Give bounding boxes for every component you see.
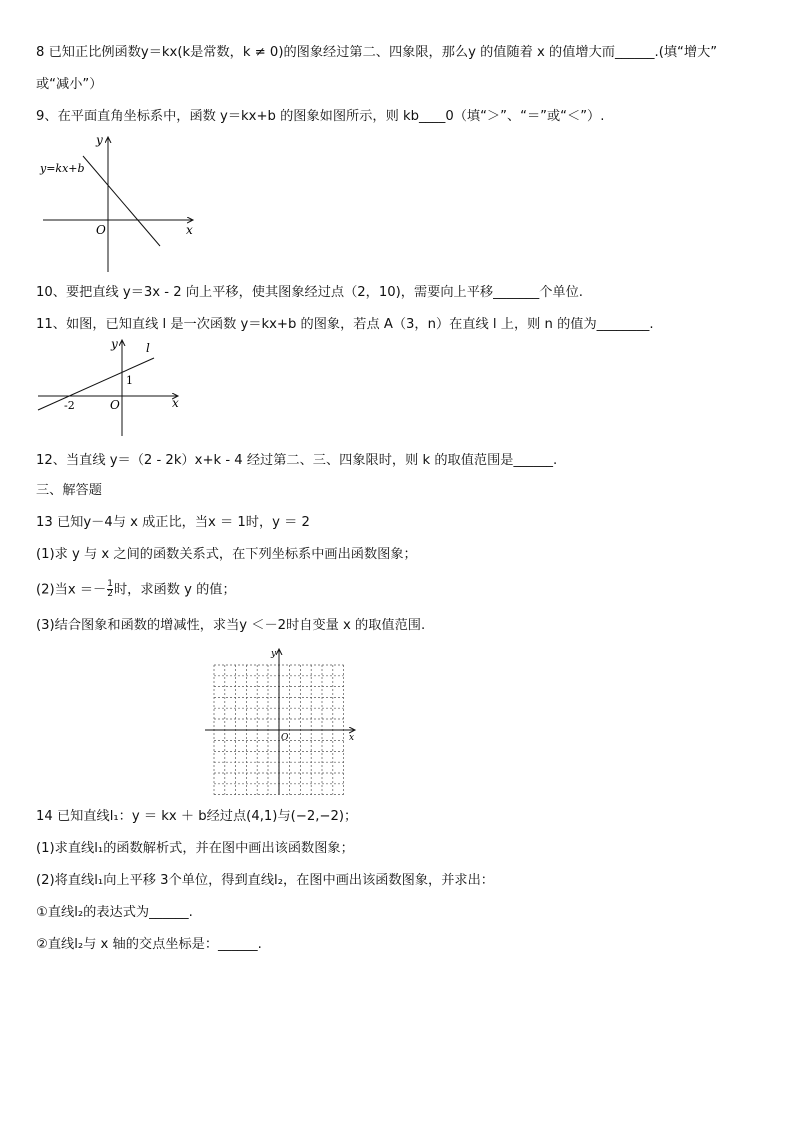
q9-line-label: y=kx+b — [40, 162, 85, 175]
q13-part2 — [36, 580, 236, 600]
q8-line2: 或“减小”） — [36, 77, 103, 92]
q11-origin-label: O — [110, 398, 120, 412]
q11-line-l — [38, 358, 154, 410]
q13-part2-frac-den: 2 — [107, 589, 113, 599]
q14-sub2: ②直线l₂与 x 轴的交点坐标是：______. — [36, 937, 262, 952]
q10-text: 10、要把直线 y＝3x - 2 向上平移，使其图象经过点（2，10)，需要向上平移_______个单位. — [36, 285, 583, 300]
q9-line — [83, 156, 160, 246]
q9-y-label: y — [96, 133, 103, 147]
q13-part1: (1)求 y 与 x 之间的函数关系式，在下列坐标系中画出函数图象； — [36, 547, 417, 562]
q14-part2: (2)将直线l₁向上平移 3个单位，得到直线l₂，在图中画出该函数图象，并求出： — [36, 873, 494, 888]
q9-graph — [38, 132, 198, 274]
q9-text: 9、在平面直角坐标系中，函数 y＝kx+b 的图象如图所示，则 kb____0（填“＞”、“＝”或“＜”）. — [36, 109, 605, 124]
q9-origin-label: O — [96, 223, 106, 237]
grid-origin-label: O — [281, 733, 289, 743]
q8-line1: 8 已知正比例函数y＝kx(k是常数，k ≠ 0)的图象经过第二、四象限，那么y 的值随着 x 的值增大而______.(填“增大” — [36, 45, 718, 60]
q11-graph — [36, 336, 186, 440]
q9-figure — [38, 132, 198, 274]
q13-coordinate-grid — [205, 646, 360, 796]
q13-part2-prefix: (2)当x ＝－ — [36, 582, 107, 598]
q13-part2-frac-num: 1 — [107, 579, 113, 589]
q13-part3: (3)结合图象和函数的增减性，求当y ＜－2时自变量 x 的取值范围. — [36, 618, 426, 633]
q13-grid-figure — [205, 646, 360, 796]
q14-text: 14 已知直线l₁：y ＝ kx ＋ b经过点(4,1)与(−2,−2)； — [36, 809, 358, 824]
grid-y-label: y — [271, 649, 277, 659]
q11-y-intercept-label: 1 — [126, 374, 133, 387]
q11-x-label: x — [172, 396, 179, 410]
q11-text: 11、如图，已知直线 l 是一次函数 y＝kx+b 的图象，若点 A（3，n）在直线 l 上，则 n 的值为________. — [36, 317, 654, 332]
q11-y-label: y — [111, 337, 118, 351]
q13-text: 13 已知y－4与 x 成正比，当x ＝ 1时，y ＝ 2 — [36, 515, 310, 530]
q9-x-label: x — [186, 223, 193, 237]
q12-text: 12、当直线 y＝（2 - 2k）x+k - 4 经过第二、三、四象限时，则 k 的取值范围是______. — [36, 453, 558, 468]
section3-title: 三、解答题 — [36, 483, 102, 498]
q14-part1: (1)求直线l₁的函数解析式，并在图中画出该函数图象； — [36, 841, 354, 856]
q11-figure — [36, 336, 186, 440]
grid-x-label: x — [349, 733, 355, 743]
q13-part2-fraction — [107, 580, 113, 599]
q13-part2-suffix: 时，求函数 y 的值； — [113, 582, 236, 598]
q11-line-label: l — [146, 341, 150, 355]
q14-sub1: ①直线l₂的表达式为______. — [36, 905, 193, 920]
q11-x-intercept-label: -2 — [64, 399, 75, 412]
